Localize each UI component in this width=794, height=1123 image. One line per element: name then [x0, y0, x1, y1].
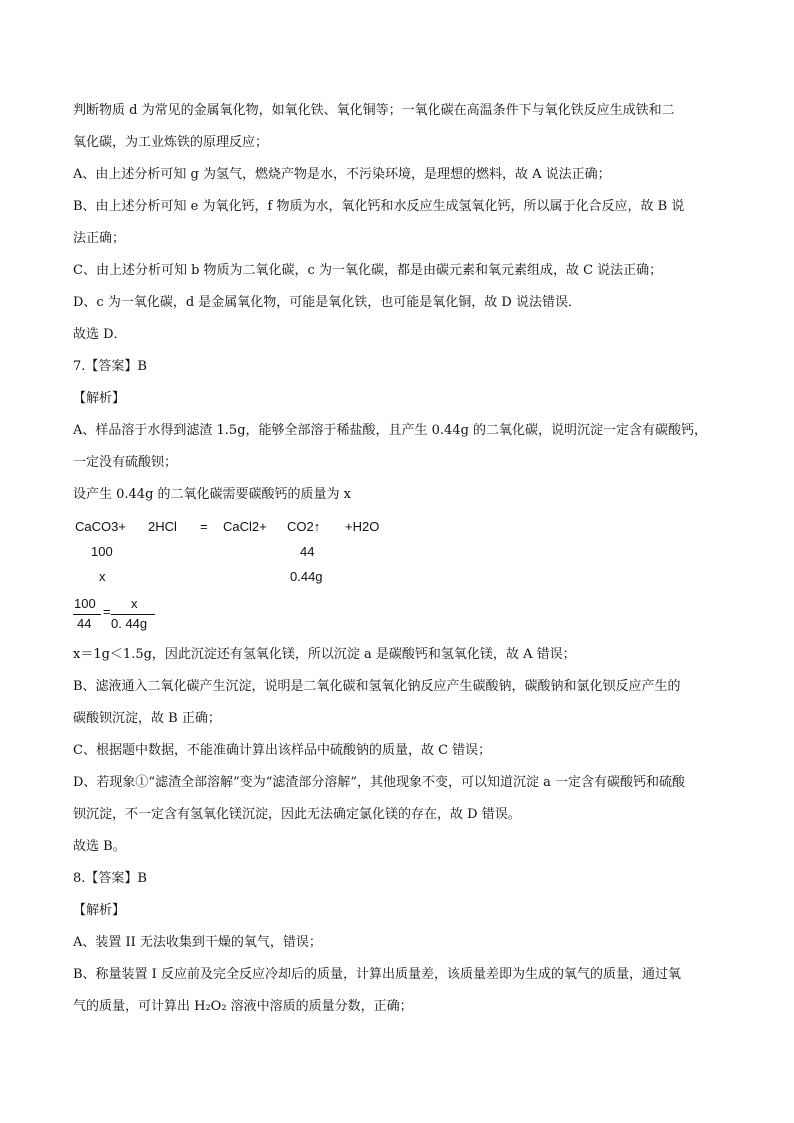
text-line: C、根据题中数据，不能准确计算出该样品中硫酸钠的质量，故 C 错误； [73, 743, 492, 758]
text-line: B、由上述分析可知 e 为氧化钙，f 物质为水，氧化钙和水反应生成氢氧化钙，所以属于化合反应，故 B 说 [73, 199, 685, 214]
text-line: 氧化碳，为工业炼铁的原理反应； [73, 135, 269, 150]
text-line: 故选 B。 [73, 839, 126, 854]
fraction-bar-right [111, 614, 155, 615]
fraction-equals: = [103, 604, 111, 619]
text-line: 钡沉淀，不一定含有氢氧化镁沉淀，因此无法确定氯化镁的存在，故 D 错误。 [73, 807, 521, 822]
text-line: 法正确； [73, 231, 126, 246]
text-line: A、样品溶于水得到滤渣 1.5g，能够全部溶于稀盐酸，且产生 0.44g 的二氧化碳，说明沉淀一定含有碳酸钙， [73, 423, 708, 438]
question-answer-heading: 8.【答案】B [73, 871, 147, 886]
text-line: A、装置 II 无法收集到干燥的氧气，错误； [73, 935, 322, 950]
text-line: 判断物质 d 为常见的金属氧化物，如氧化铁、氧化铜等；一氧化碳在高温条件下与氧化铁反应生成铁和二 [73, 103, 675, 118]
question-answer-heading: 7.【答案】B [73, 359, 147, 374]
text-line: 设产生 0.44g 的二氧化碳需要碳酸钙的质量为 x [73, 487, 351, 502]
text-line: D、若现象①“滤渣全部溶解”变为“滤渣部分溶解”，其他现象不变，可以知道沉淀 a 一定含有碳酸钙和硫酸 [73, 775, 686, 790]
eq-equals: = [200, 519, 208, 534]
fraction-right-numerator: x [131, 596, 138, 611]
fraction-bar-left [73, 614, 101, 615]
eq-co2: CO2↑ [287, 519, 321, 534]
text-line: B、称量装置 I 反应前及完全反应冷却后的质量，计算出质量差，该质量差即为生成的氧气的质量，通过氧 [73, 967, 681, 982]
fraction-right-denominator: 0. 44g [111, 616, 148, 631]
eq-mass-co2: 44 [300, 544, 315, 559]
text-line: B、滤液通入二氧化碳产生沉淀，说明是二氧化碳和氢氧化钠反应产生碳酸钠，碳酸钠和氯化钡反应产生的 [73, 679, 681, 694]
text-line: C、由上述分析可知 b 物质为二氧化碳，c 为一氧化碳，都是由碳元素和氧元素组成，故 C 说法正确； [73, 263, 663, 278]
text-line: 碳酸钡沉淀，故 B 正确； [73, 711, 221, 726]
eq-given: 0.44g [290, 569, 323, 584]
text-line: A、由上述分析可知 g 为氢气，燃烧产物是水，不污染环境，是理想的燃料，故 A 说法正确； [73, 167, 611, 182]
eq-unknown: x [99, 569, 106, 584]
eq-mass-caco3: 100 [91, 544, 113, 559]
text-line: 故选 D． [73, 327, 127, 342]
text-line: D、c 为一氧化碳，d 是金属氧化物，可能是氧化铁，也可能是氧化铜，故 D 说法错误． [73, 295, 581, 310]
eq-cacl2: CaCl2+ [223, 519, 267, 534]
text-line: 气的质量，可计算出 H₂O₂ 溶液中溶质的质量分数，正确； [73, 999, 413, 1014]
text-line: 一定没有硫酸钡； [73, 455, 178, 470]
fraction-left-denominator: 44 [77, 616, 92, 631]
fraction-left-numerator: 100 [74, 596, 96, 611]
eq-h2o: +H2O [345, 519, 380, 534]
eq-hcl: 2HCl [148, 519, 177, 534]
eq-caco3: CaCO3+ [75, 519, 126, 534]
analysis-heading: 【解析】 [73, 391, 126, 406]
text-line: x＝1g＜1.5g，因此沉淀还有氢氧化镁，所以沉淀 a 是碳酸钙和氢氧化镁，故 A 错误； [73, 647, 576, 662]
analysis-heading: 【解析】 [73, 903, 126, 918]
